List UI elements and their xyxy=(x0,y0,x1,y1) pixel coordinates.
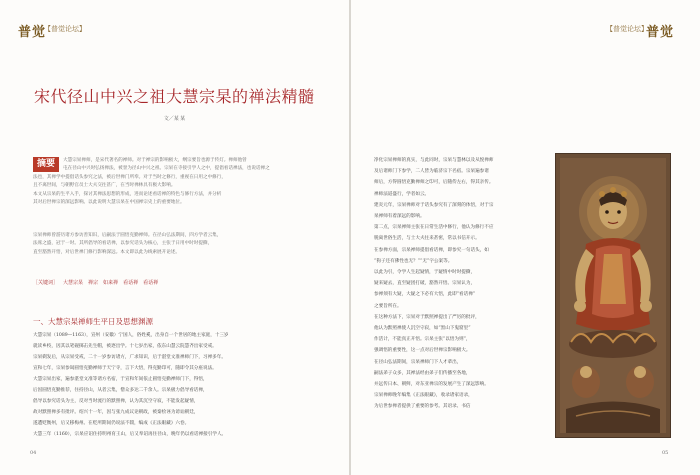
abstract-line: 大慧宗杲禅师，是宋代著名的禅师。对于禅宗的影响极大，纲宗要旨也源于传灯。禅师他曾 xyxy=(63,158,247,163)
abstract-line: 法席之盛，冠于一时。其所倡导的看话禅，以参究话头为核心，主张于日用中时时提撕， xyxy=(33,241,213,247)
right-body-text xyxy=(374,155,546,413)
body-line: 脱离世俗生活，与士大夫往来甚密，常以书信开示。 xyxy=(374,236,480,242)
body-text xyxy=(33,330,323,440)
keyword: 大慧宗杲 xyxy=(63,280,84,286)
body-line: 禅师法道盛行，学者如云。 xyxy=(374,191,430,197)
abstract-label: 摘要 xyxy=(33,157,59,172)
abstract-line: 本文从宗杲的生平入手，探讨其禅法思想的形成，进而论述看话禅的特色与修行方法，并分析 xyxy=(33,191,222,197)
abstract-text-2 xyxy=(33,232,323,257)
abstract-line: 屯在径山中兴时弘扬禅法，被誉为径山中兴之祖。宗杲在寺接引学人之中，提倡看话禅法，也说话禅之 xyxy=(63,166,270,172)
keyword: 禅宗 xyxy=(88,280,99,286)
body-line: 参禅须有大疑，大疑之下必有大悟，此即“看话禅” xyxy=(374,292,476,298)
body-line: 强调悟的重要性，这一点对后世禅宗影响极大。 xyxy=(374,348,471,354)
article-title: 宋代径山中兴之祖大慧宗杲的禅法精髓 xyxy=(34,87,315,106)
body-line: 作活计，不能真正开悟。宗杲主张“以悟为则”， xyxy=(374,337,471,343)
body-line: 杲禅师有着深远的影响。 xyxy=(374,214,425,220)
abstract-text xyxy=(33,157,323,207)
column-tag: 【普觉论坛】 xyxy=(44,25,86,33)
body-line: 在径山弘法期间，宗杲禅师门下人才辈出， xyxy=(374,359,462,365)
keywords-label: ［关键词］ xyxy=(33,280,59,286)
body-line: 净化宗杲禅师的真实，与此同时，宗杲与慧林以及从悦禅师 xyxy=(374,158,494,163)
abstract-line: 且不离世间，与朝野官员士大夫交往甚广，在当时禅林具有极大影响。 xyxy=(33,183,176,189)
body-line: 师后，方得圆悟克勤禅师之印可，后随侍左右，得其亲传。 xyxy=(374,180,494,186)
body-line: “狗子还有佛性也无？”“无”字公案等。 xyxy=(374,258,453,264)
left-page xyxy=(0,0,349,475)
body-line: 宣和七年，宗杲参谒圆悟克勤禅师于天宁寺，言下大悟，得克勤印可，随即令其分座说法。 xyxy=(33,366,217,371)
body-line: 疑来疑去，直至疑团打破，豁然开悟。宗杲认为， xyxy=(374,281,476,287)
body-line: 在参禅方面，宗杲禅师提倡看话禅，即参究一句话头，如 xyxy=(374,247,489,253)
abstract-line: 其对后世禅宗的深远影响。以此说明大慧宗杲在中国禅宗史上的重要地位。 xyxy=(33,200,185,206)
body-line: 遂遭贬衡州，后又移梅州。在贬所期间仍说法不辍，编成《正法眼藏》六卷。 xyxy=(33,421,190,426)
magazine-logo: 普觉 xyxy=(18,25,47,40)
body-line: 建炎元年，宗杲禅师对于话头参究有了深刻的体悟，对于宗 xyxy=(374,202,494,208)
keyword: 看话禅 xyxy=(143,280,159,286)
painting-illustration xyxy=(556,154,670,437)
body-line: 及后诸师门下参学，二人皆为临济宗下名宿。宗杲遍参诸 xyxy=(374,169,489,175)
column-tag: 【普觉论坛】 xyxy=(606,25,648,33)
keywords xyxy=(33,279,163,286)
body-line: 并远传日本、朝鲜，对东亚禅宗的发展产生了深远影响。 xyxy=(374,382,489,388)
body-line: 宗杲禅师晚年编集《正法眼藏》，收录诸家语录， xyxy=(374,393,473,399)
page-number: 04 xyxy=(30,450,37,456)
buddhist-painting xyxy=(555,153,671,438)
body-line: 第二点，宗杲禅师主张在日常生活中修行，他认为修行不应 xyxy=(374,225,494,231)
body-line: 宗杲剃发后，从宗杲受戒，二十一岁参访诸方，广求知识，后于湛堂文准禅师门下，习禅多年。 xyxy=(33,355,226,360)
body-line: 后因圆悟克勤推荐，住持径山，从者云集，僧众多达二千余人。宗杲极力倡导看话禅， xyxy=(33,388,208,393)
body-line: 大慧宗杲（1089—1163），宣州（安徽）宁国人，俗姓奚，出身自一个世居的地主家庭，十三岁 xyxy=(33,333,229,338)
magazine-logo: 普觉 xyxy=(646,25,675,40)
section-heading: 一、大慧宗杲禅师生平日及思想渊源 xyxy=(33,317,153,326)
body-line: 倡导以参究话头为主，反对当时流行的默照禅，认为其沉空守寂，不能发起疑情， xyxy=(33,399,199,404)
body-line: 故对默照禅多有批评。绍兴十一年，因与张九成议论朝政，被秦桧诬为谤讪朝廷， xyxy=(33,410,199,415)
body-line: 嗣法弟子众多，其禅法经由弟子们传播至各地， xyxy=(374,370,471,376)
body-line: 他认为默照禅使人沉空守寂，如“黑山下鬼窟里” xyxy=(374,326,471,332)
abstract-line: 宗杲禅师曾游历诸方参访善知识，后嗣法于圆悟克勤禅师。在径山弘法期间，四方学者云集， xyxy=(33,233,222,238)
abstract-line: 直至豁然开悟，对后世禅门修行影响深远。本文即以此为线索展开论述。 xyxy=(33,249,181,255)
body-line: 之要旨所在。 xyxy=(374,303,402,309)
abstract-line: 法也，其禅学中提倡话头参究之法，被后世禅门所奉。对于当时之修行，重视在日用之中修行， xyxy=(33,174,226,180)
keyword: 看话禅 xyxy=(123,280,139,286)
body-line: 大慧宗杲出家，遍参湛堂文准等诸方名宿，于宣和年间依止圆悟克勤禅师门下，得悟， xyxy=(33,377,208,382)
body-line: 以此为引，令学人生起疑情，于疑情中时时提撕， xyxy=(374,270,476,276)
body-line: 为后世参禅者提供了重要的参考。其语录、书信 xyxy=(374,404,471,410)
body-line: 大慧三年（1160），宗杲应诏住持明州育王山，后又奉诏再住径山，晚年仍以看话禅接引学人。 xyxy=(33,432,227,437)
page-number: 05 xyxy=(662,450,669,456)
article-author: 文／某 某 xyxy=(163,116,186,122)
body-line: 在这种方法下，宗杲对于默照禅提出了严厉的批评， xyxy=(374,314,480,320)
keyword: 如来禅 xyxy=(103,280,119,286)
body-line: 就读乡校，因其以笔砚掷击先生帽，被逐出学。十七岁出家，依东山慧云院慧齐出家受戒。 xyxy=(33,344,217,349)
